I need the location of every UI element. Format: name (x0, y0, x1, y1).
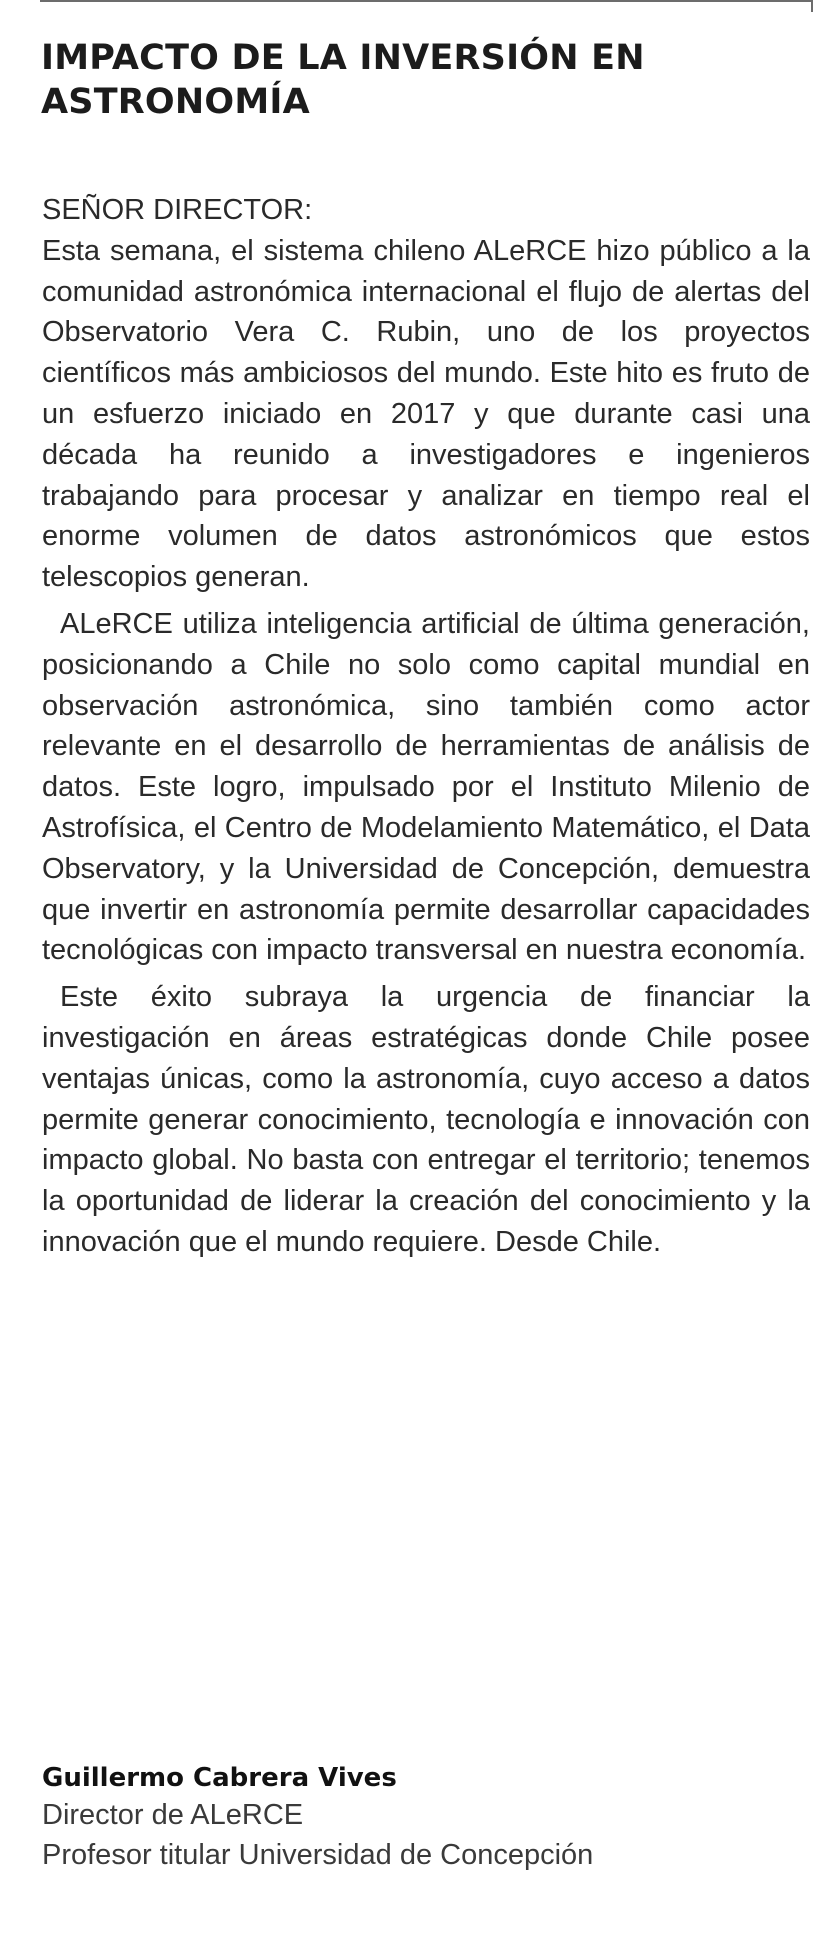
author-name: Guillermo Cabrera Vives (42, 1763, 397, 1793)
signature-block (42, 1761, 802, 1875)
corner-rule (811, 0, 813, 12)
paragraph-3: Este éxito subraya la urgencia de financiar la investigación en áreas estratégicas donde Chile posee ventajas únicas, como la astronomía, cuyo acceso a datos permite generar conocimiento, tecnología e innovación con impacto global. No basta con entregar el territorio; tenemos la oportunidad de liderar la creación del conocimiento y la innovación que el mundo requiere. Desde Chile. (42, 981, 810, 1258)
paragraph-1: Esta semana, el sistema chileno ALeRCE hizo público a la comunidad astronómica internacional el flujo de alertas del Observatorio Vera C. Rubin, uno de los proyectos científicos más ambiciosos del mundo. Este hito es fruto de un esfuerzo iniciado en 2017 y que durante casi una década ha reunido a investigadores e ingenieros trabajando para procesar y analizar en tiempo real el enorme volumen de datos astronómicos que estos telescopios generan. (42, 234, 810, 594)
salutation: SEÑOR DIRECTOR: (42, 194, 313, 226)
letter-headline: IMPACTO DE LA INVERSIÓN EN ASTRONOMÍA (41, 38, 645, 122)
author-affiliation: Profesor titular Universidad de Concepción (42, 1839, 594, 1871)
author-title: Director de ALeRCE (42, 1799, 304, 1831)
top-rule (40, 0, 812, 2)
letter-body (42, 190, 810, 1263)
paragraph-2: ALeRCE utiliza inteligencia artificial de última generación, posicionando a Chile no solo como capital mundial en observación astronómica, sino también como actor relevante en el desarrollo de herramientas de análisis de datos. Este logro, impulsado por el Instituto Milenio de Astrofísica, el Centro de Modelamiento Matemático, el Data Observatory, y la Universidad de Concepción, demuestra que invertir en astronomía permite desarrollar capacidades tecnológicas con impacto transversal en nuestra economía. (42, 607, 810, 967)
